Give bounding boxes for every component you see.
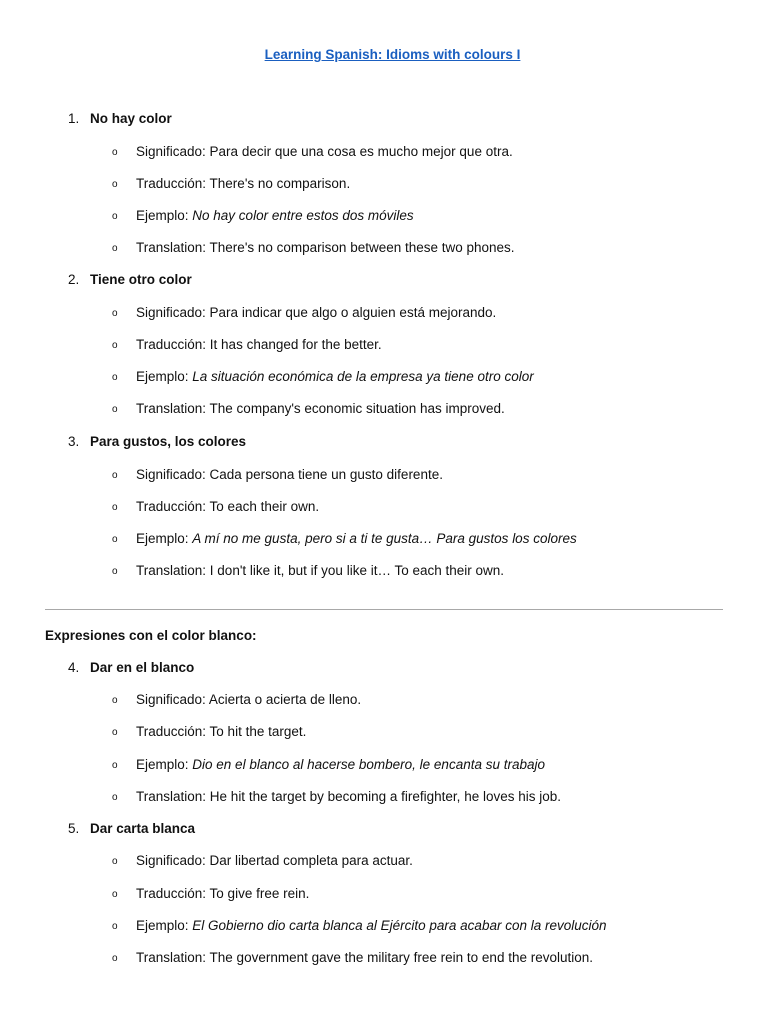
example-translation-text: I don't like it, but if you like it… To each their own. — [209, 563, 505, 578]
example-translation-item — [112, 950, 593, 965]
idiom-heading — [68, 111, 172, 126]
example-label: Ejemplo: — [136, 757, 193, 772]
idiom-number: 1. — [68, 111, 80, 126]
example-translation-text: He hit the target by becoming a firefighter, he loves his job. — [209, 789, 561, 804]
bullet-icon: o — [112, 792, 118, 803]
section-heading: Expresiones con el color blanco: — [45, 628, 257, 643]
translation-label: Traducción: — [136, 724, 210, 739]
idiom-name: Dar en el blanco — [90, 660, 195, 675]
translation-text: To give free rein. — [209, 886, 310, 901]
bullet-icon: o — [112, 727, 118, 738]
translation-text: It has changed for the better. — [209, 337, 382, 352]
bullet-icon: o — [112, 534, 118, 545]
translation-text: There's no comparison. — [209, 176, 351, 191]
meaning-text: Acierta o acierta de lleno. — [208, 692, 362, 707]
meaning-label: Significado: — [136, 305, 210, 320]
bullet-icon: o — [112, 340, 118, 351]
meaning-item — [112, 305, 496, 320]
bullet-icon: o — [112, 856, 118, 867]
example-item — [112, 531, 577, 546]
idiom-name: Dar carta blanca — [90, 821, 196, 836]
example-translation-label: Translation: — [136, 401, 210, 416]
meaning-item — [112, 853, 413, 868]
meaning-text: Cada persona tiene un gusto diferente. — [209, 467, 443, 482]
idiom-name: Tiene otro color — [90, 272, 192, 287]
example-text: Dio en el blanco al hacerse bombero, le encanta su trabajo — [192, 757, 546, 772]
example-label: Ejemplo: — [136, 369, 193, 384]
example-text: La situación económica de la empresa ya tiene otro color — [192, 369, 534, 384]
translation-item — [112, 886, 309, 901]
idiom-number: 3. — [68, 434, 80, 449]
bullet-icon: o — [112, 308, 118, 319]
example-translation-text: The company's economic situation has improved. — [209, 401, 505, 416]
bullet-icon: o — [112, 179, 118, 190]
example-item — [112, 208, 414, 223]
idiom-number: 2. — [68, 272, 80, 287]
example-text: No hay color entre estos dos móviles — [192, 208, 414, 223]
horizontal-divider — [45, 609, 723, 610]
meaning-label: Significado: — [136, 144, 210, 159]
idiom-name: Para gustos, los colores — [90, 434, 247, 449]
idiom-heading — [68, 434, 246, 449]
example-translation-label: Translation: — [136, 563, 210, 578]
bullet-icon: o — [112, 889, 118, 900]
bullet-icon: o — [112, 372, 118, 383]
meaning-text: Para decir que una cosa es mucho mejor que otra. — [209, 144, 513, 159]
bullet-icon: o — [112, 566, 118, 577]
example-text: El Gobierno dio carta blanca al Ejército para acabar con la revolución — [192, 918, 607, 933]
example-translation-label: Translation: — [136, 240, 210, 255]
example-translation-item — [112, 401, 505, 416]
bullet-icon: o — [112, 921, 118, 932]
example-translation-item — [112, 563, 504, 578]
example-item — [112, 918, 607, 933]
meaning-item — [112, 144, 513, 159]
translation-label: Traducción: — [136, 499, 210, 514]
bullet-icon: o — [112, 243, 118, 254]
document-title-link[interactable]: Learning Spanish: Idioms with colours I — [264, 47, 521, 62]
example-label: Ejemplo: — [136, 918, 193, 933]
bullet-icon: o — [112, 147, 118, 158]
translation-label: Traducción: — [136, 337, 210, 352]
idiom-heading — [68, 272, 192, 287]
translation-label: Traducción: — [136, 176, 210, 191]
idiom-number: 5. — [68, 821, 80, 836]
meaning-text: Dar libertad completa para actuar. — [209, 853, 413, 868]
example-translation-label: Translation: — [136, 789, 210, 804]
bullet-icon: o — [112, 695, 118, 706]
bullet-icon: o — [112, 953, 118, 964]
translation-text: To hit the target. — [209, 724, 307, 739]
translation-item — [112, 499, 319, 514]
example-label: Ejemplo: — [136, 531, 193, 546]
meaning-item — [112, 692, 361, 707]
bullet-icon: o — [112, 760, 118, 771]
idiom-number: 4. — [68, 660, 80, 675]
translation-item — [112, 176, 350, 191]
idiom-heading — [68, 821, 195, 836]
translation-label: Traducción: — [136, 886, 210, 901]
meaning-item — [112, 467, 443, 482]
meaning-label: Significado: — [136, 467, 210, 482]
meaning-label: Significado: — [136, 853, 210, 868]
example-text: A mí no me gusta, pero si a ti te gusta… Para gustos los colores — [192, 531, 577, 546]
example-item — [112, 757, 545, 772]
idiom-heading — [68, 660, 194, 675]
example-translation-label: Translation: — [136, 950, 210, 965]
bullet-icon: o — [112, 502, 118, 513]
example-translation-item — [112, 240, 515, 255]
bullet-icon: o — [112, 470, 118, 481]
meaning-text: Para indicar que algo o alguien está mejorando. — [209, 305, 497, 320]
idiom-name: No hay color — [90, 111, 172, 126]
meaning-label: Significado: — [136, 692, 209, 707]
bullet-icon: o — [112, 211, 118, 222]
example-translation-text: The government gave the military free rein to end the revolution. — [209, 950, 594, 965]
bullet-icon: o — [112, 404, 118, 415]
example-translation-text: There's no comparison between these two phones. — [209, 240, 515, 255]
example-label: Ejemplo: — [136, 208, 193, 223]
example-translation-item — [112, 789, 561, 804]
translation-item — [112, 337, 382, 352]
translation-text: To each their own. — [209, 499, 320, 514]
example-item — [112, 369, 534, 384]
translation-item — [112, 724, 306, 739]
